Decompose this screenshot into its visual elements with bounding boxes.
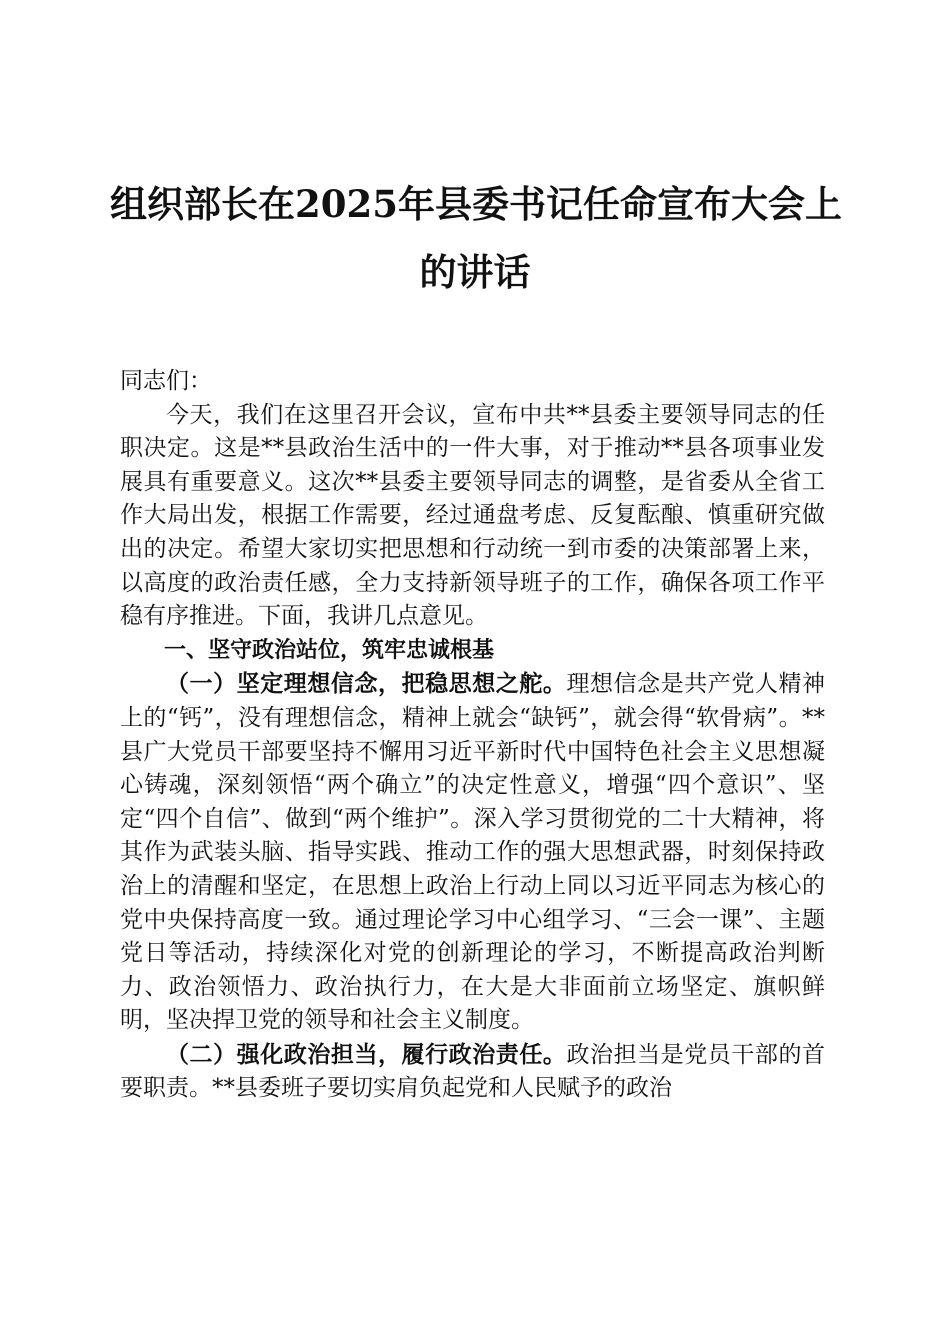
subsection-2-lead: （二）强化政治担当，履行政治责任。	[166, 1040, 567, 1068]
section-1-heading: 一、坚守政治站位，筑牢忠诚根基	[164, 637, 495, 663]
document-body	[120, 365, 825, 1106]
subsection-2-paragraph	[120, 1038, 825, 1106]
subsection-1-body: 理想信念是共产党人精神上的“钙”，没有理想信念，精神上就会“缺钙”，就会得“软骨病”。**县广大党员干部要坚持不懈用习近平新时代中国特色社会主义思想凝心铸魂，深刻领悟“两个确立”的决定性意义，增强“四个意识”、坚定“四个自信”、做到“两个维护”。深入学习贯彻党的二十大精神，将其作为武装头脑、指导实践、推动工作的强大思想武器，时刻保持政治上的清醒和坚定，在思想上政治上行动上同以习近平同志为核心的党中央保持高度一致。通过理论学习中心组学习、“三会一课”、主题党日等活动，持续深化对党的创新理论的学习，不断提高政治判断力、政治领悟力、政治执行力，在大是大非面前立场坚定、旗帜鲜明，坚决捍卫党的领导和社会主义制度。	[120, 671, 826, 1034]
title-line-2: 的讲话	[419, 250, 531, 294]
intro-paragraph: 今天，我们在这里召开会议，宣布中共**县委主要领导同志的任职决定。这是**县政治生活中的一件大事，对于推动**县各项事业发展具有重要意义。这次**县委主要领导同志的调整，是省委从全省工作大局出发，根据工作需要，经过通盘考虑、反复酝酿、慎重研究做出的决定。希望大家切实把思想和行动统一到市委的决策部署上来，以高度的政治责任感，全力支持新领导班子的工作，确保各项工作平稳有序推进。下面，我讲几点意见。	[120, 401, 825, 630]
document-title	[110, 170, 840, 306]
subsection-1-paragraph	[120, 667, 825, 1038]
salutation: 同志们：	[120, 368, 212, 394]
subsection-2-body: 政治担当是党员干部的首要职责。**县委班子要切实肩负起党和人民赋予的政治	[120, 1041, 826, 1102]
subsection-1-lead: （一）坚定理想信念，把稳思想之舵。	[166, 670, 567, 698]
title-line-1: 组织部长在2025年县委书记任命宣布大会上	[110, 182, 842, 226]
